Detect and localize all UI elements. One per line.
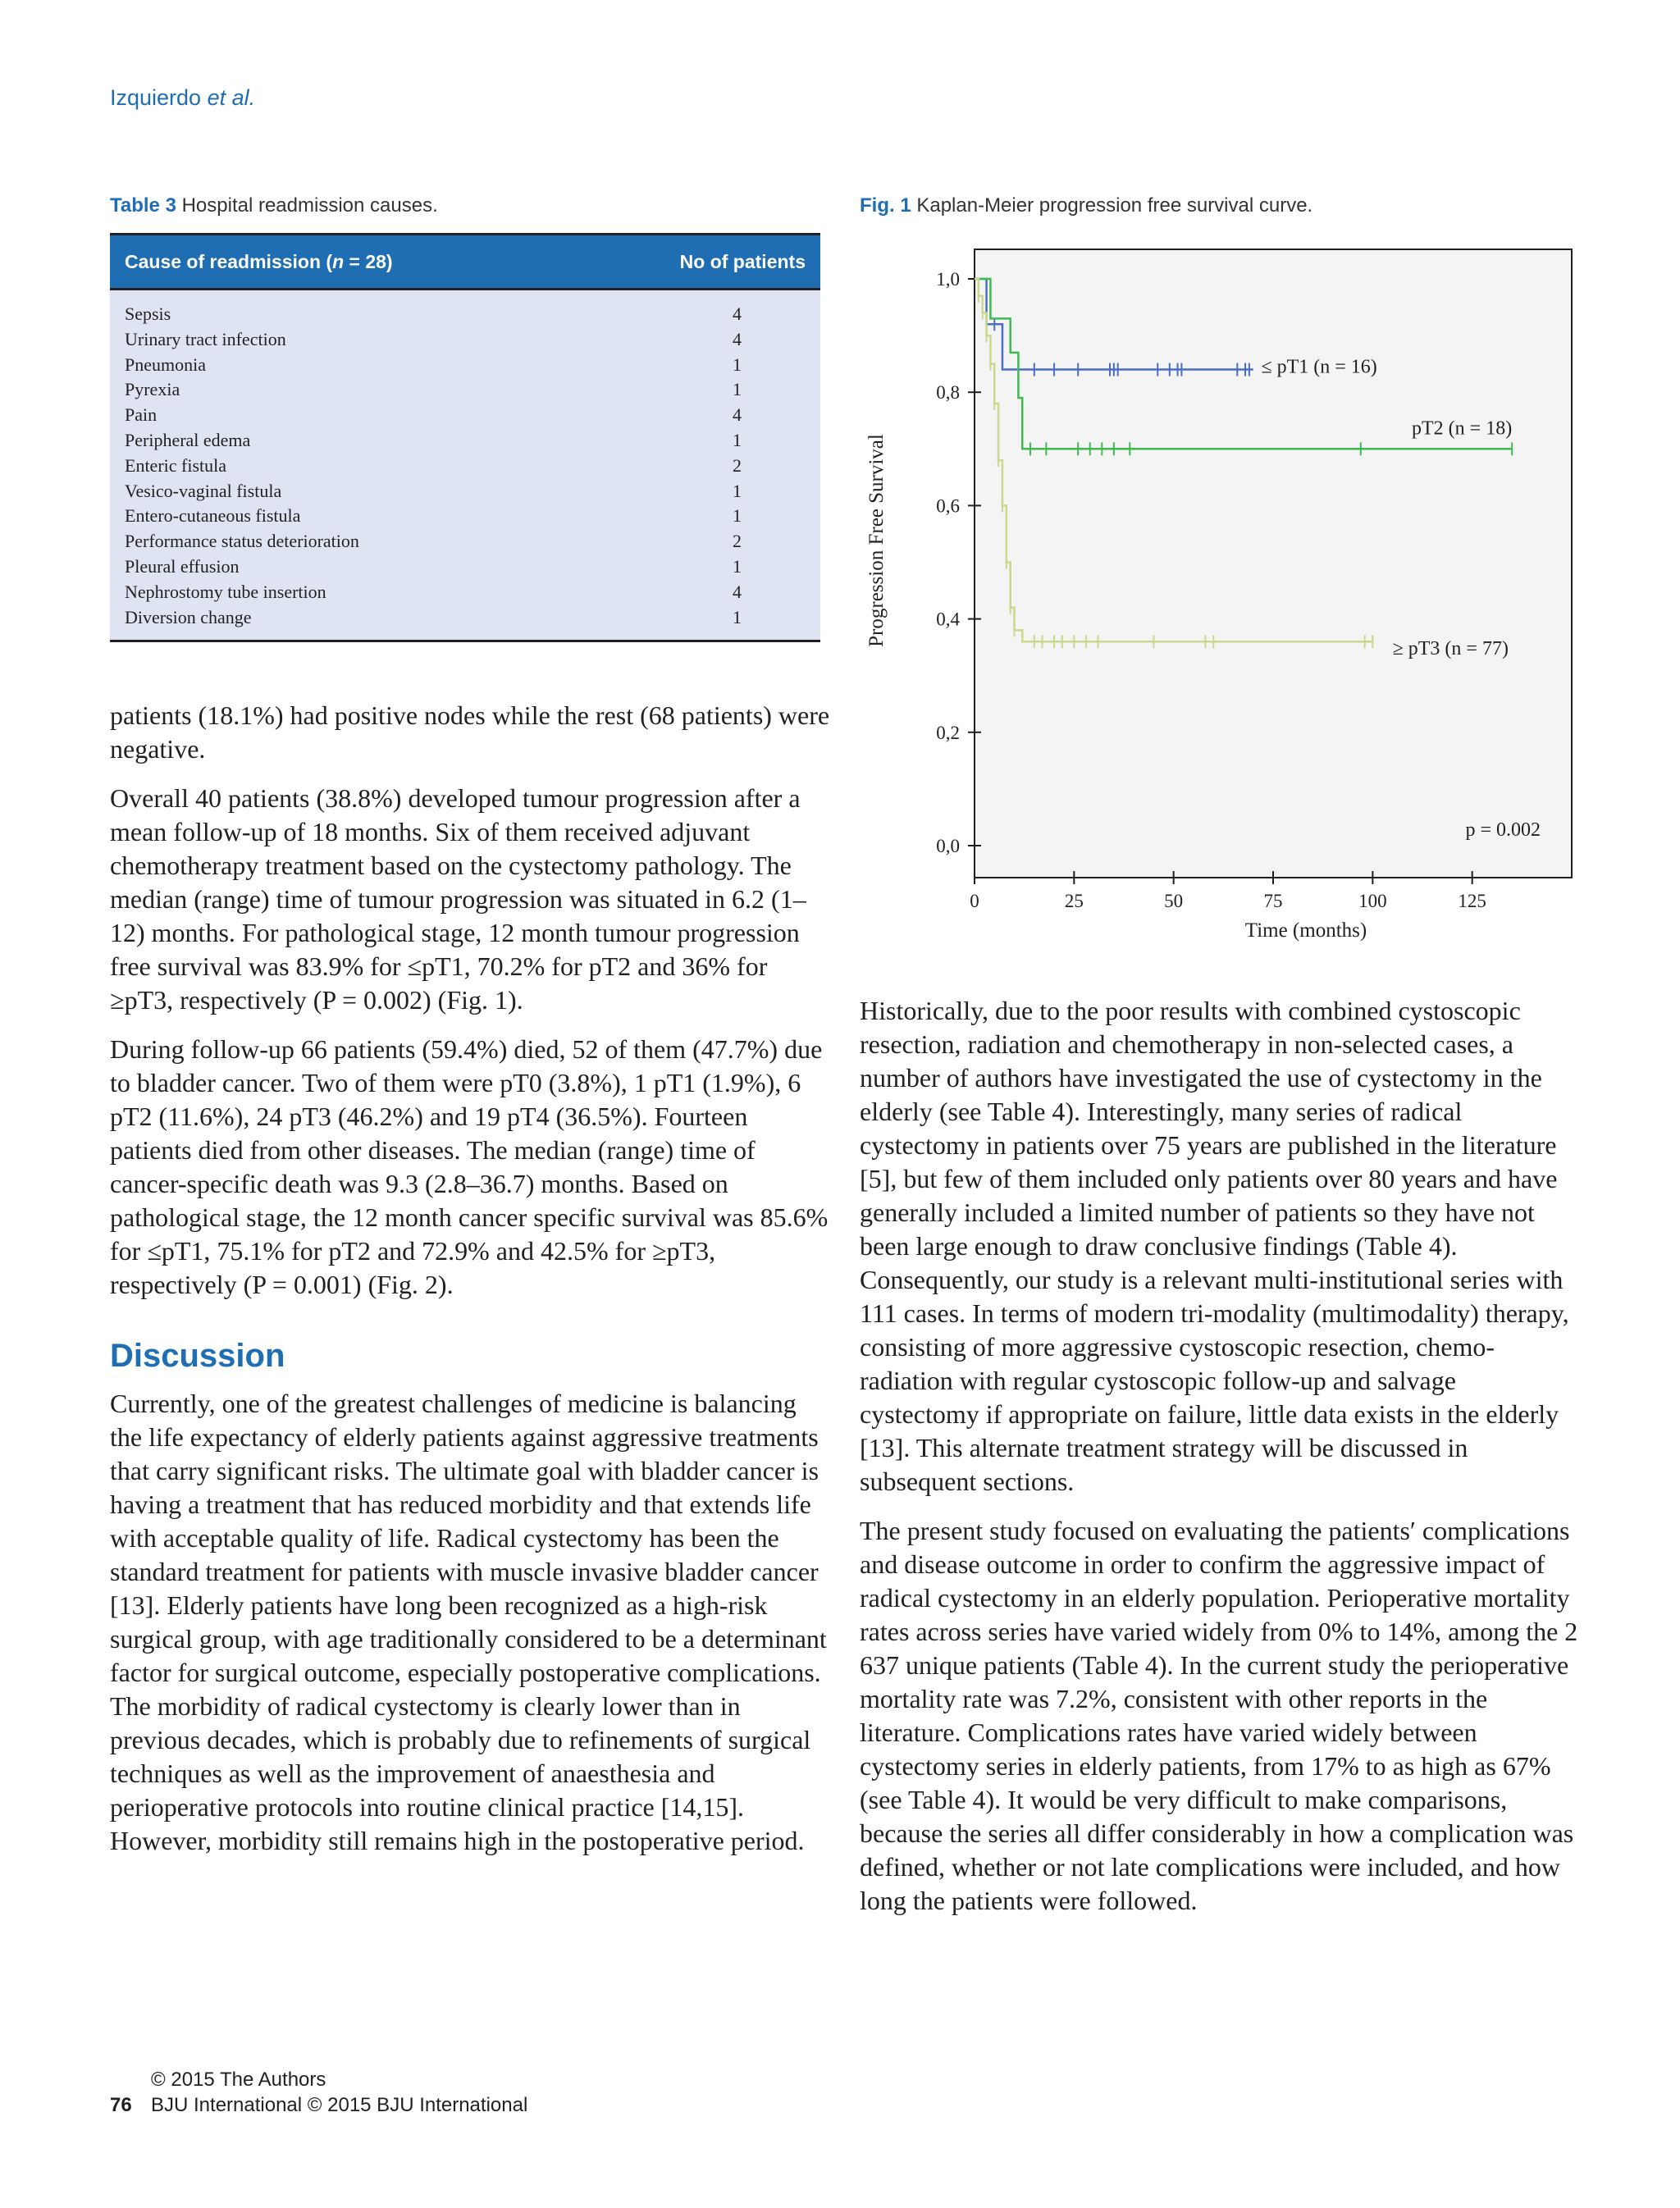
legend-label-series-3: ≥ pT3 (n = 77) [1392,638,1509,660]
paragraph: patients (18.1%) had positive nodes while the rest (68 patients) were negative. [110,700,830,764]
km-chart [860,233,1614,971]
table-cell-cause: Peripheral edema [125,429,251,450]
figure-label: Fig. 1 [860,194,911,217]
table-caption-text: Hospital readmission causes. [181,194,438,217]
y-tick-label: 0,4 [936,609,960,630]
running-head-etal: et al. [207,85,256,110]
table-cell-count: 1 [733,354,742,375]
table-row [110,479,820,504]
x-tick-label: 125 [1458,891,1486,911]
plot-area [975,249,1572,878]
paragraph: The present study focused on evaluating the patients′ complications and disease outcome in order to confirm the aggressive impact of radical cystectomy in an elderly population. Perioperative mortality rates across series have varied widely from 0% to 14%, among the 2 637 unique patients (Table 4). In the current study the perioperative mortality rate was 7.2%, consistent with other reports in the literature. Complications rates have varied widely between cystectomy series in elderly patients, from 17% to as high as 67% (see Table 4). It would be very difficult to make comparisons, because the series all differ considerably in how a complication was defined, whether or not late complications were included, and how long the patients were followed. [860,1516,1578,1915]
running-head-authors: Izquierdo [110,85,202,110]
left-column [110,699,832,1873]
x-tick-label: 25 [1064,891,1084,911]
paragraph: During follow-up 66 patients (59.4%) died, 52 of them (47.7%) due to bladder cancer. Two of them were pT0 (3.8%), 1 pT1 (1.9%), 6 pT2 (11.6%), 24 pT3 (46.2%) and 19 pT4 (36.5%). Fourteen patients died from other diseases. The median (range) time of cancer-specific death was 9.3 (2.8–36.7) months. Based on pathological stage, the 12 month cancer specific survival was 85.6% for ≤pT1, 75.1% for pT2 and 72.9% and 42.5% for ≥pT3, respectively (P = 0.001) (Fig. 2). [110,1034,829,1299]
table-cell-cause: Urinary tract infection [125,328,286,349]
figure-caption-text: Kaplan-Meier progression free survival curve. [916,194,1313,217]
table-cell-count: 2 [733,531,742,552]
y-tick-label: 0,6 [936,495,960,517]
paragraph: Currently, one of the greatest challenges of medicine is balancing the life expectancy of elderly patients against aggressive treatments that carry significant risks. The ultimate goal with bladder cancer is having a treatment that has reduced morbidity and that extends life with acceptable quality of life. Radical cystectomy has been the standard treatment for patients with muscle invasive bladder cancer [13]. Elderly patients have long been recognized as a high-risk surgical group, with age traditionally considered to be a determinant factor for surgical outcome, especially postoperative complications. The morbidity of radical cystectomy is clearly lower than in previous decades, which is probably due to refinements of surgical techniques as well as the improvement of anaesthesia and perioperative protocols into routine clinical practice [14,15]. However, morbidity still remains high in the postoperative period. [110,1389,827,1855]
y-tick-label: 0,8 [936,382,960,404]
table-cell-count: 1 [733,480,742,501]
table-cell-cause: Vesico-vaginal fistula [125,480,282,501]
legend-label-series-1: ≤ pT1 (n = 16) [1261,356,1377,378]
y-tick-label: 1,0 [936,269,960,290]
table-cell-cause: Entero-cutaneous fistula [125,505,301,527]
table-cell-count: 1 [733,555,742,577]
y-tick-label: 0,0 [936,836,960,856]
table-cell-count: 1 [733,505,742,527]
table-cell-cause: Pleural effusion [125,555,240,577]
footer-journal: BJU International © 2015 BJU International [151,2094,528,2116]
page-footer [110,2067,527,2118]
table-cell-cause: Sepsis [125,303,171,324]
table-cell-cause: Pain [125,404,158,426]
table-cell-cause: Enteric fistula [125,454,227,476]
y-axis-label: Progression Free Survival [865,434,888,647]
table-row [110,377,820,403]
table-header-count: No of patients [577,235,820,290]
table-cell-cause: Performance status deterioration [125,531,359,552]
table-row [110,290,820,327]
table-row [110,580,820,605]
table-cell-cause: Pneumonia [125,354,206,375]
y-tick-label: 0,2 [936,722,960,743]
table-cell-count: 2 [733,454,742,476]
table-label: Table 3 [110,194,176,217]
x-tick-label: 50 [1164,891,1184,911]
km-figure [860,233,1614,971]
table-cell-count: 4 [733,581,742,602]
table-row [110,403,820,428]
table-row [110,454,820,479]
table-row [110,529,820,554]
table-header-cause: Cause of readmission (n = 28) [110,235,577,290]
table-cell-count: 4 [733,404,742,426]
figure-caption [860,194,1312,217]
x-tick-label: 75 [1263,891,1283,911]
table-cell-count: 1 [733,379,742,400]
readmission-table [110,233,820,642]
table-cell-cause: Nephrostomy tube insertion [125,581,326,602]
table-row [110,353,820,378]
x-tick-label: 0 [970,891,979,911]
table-row [110,605,820,631]
table-cell-cause: Diversion change [125,606,252,627]
table-row [110,327,820,353]
section-heading-discussion: Discussion [110,1338,285,1374]
table-cell-count: 1 [733,429,742,450]
table-row [110,504,820,529]
table-row [110,554,820,580]
legend-label-series-2: pT2 (n = 18) [1412,417,1513,440]
paragraph: Historically, due to the poor results with combined cystoscopic resection, radiation and chemotherapy in non-selected cases, a number of authors have investigated the use of cystectomy in the elderly (see Table 4). Interestingly, many series of radical cystectomy in patients over 75 years are published in the literature [5], but few of them included only patients over 80 years and have generally included a limited number of patients so they have not been large enough to draw conclusive findings (Table 4). Consequently, our study is a relevant multi-institutional series with 111 cases. In terms of modern tri-modality (multimodality) therapy, consisting of more aggressive cystoscopic resection, chemo-radiation with regular cystoscopic follow-up and salvage cystectomy if appropriate on failure, little data exists in the elderly [13]. This alternate treatment strategy will be discussed in subsequent sections. [860,996,1569,1496]
p-value-annotation: p = 0.002 [1465,819,1541,841]
table-caption [110,194,438,217]
table-cell-count: 1 [733,606,742,627]
table-cell-count: 4 [733,303,742,324]
page-number: 76 [110,2094,132,2116]
table-row [110,428,820,454]
paragraph: Overall 40 patients (38.8%) developed tumour progression after a mean follow-up of 18 months. Six of them received adjuvant chemotherapy treatment based on the cystectomy pathology. The median (range) time of tumour progression was situated in 6.2 (1–12) months. For pathological stage, 12 month tumour progression free survival was 83.9% for ≤pT1, 70.2% for pT2 and 36% for ≥pT3, respectively (P = 0.002) (Fig. 1). [110,783,806,1015]
x-axis-label: Time (months) [1244,919,1367,942]
running-head [110,85,255,111]
right-column [860,994,1582,1933]
footer-copyright: © 2015 The Authors [151,2069,326,2091]
x-tick-label: 100 [1358,891,1387,911]
table-cell-cause: Pyrexia [125,379,180,400]
table-cell-count: 4 [733,328,742,349]
